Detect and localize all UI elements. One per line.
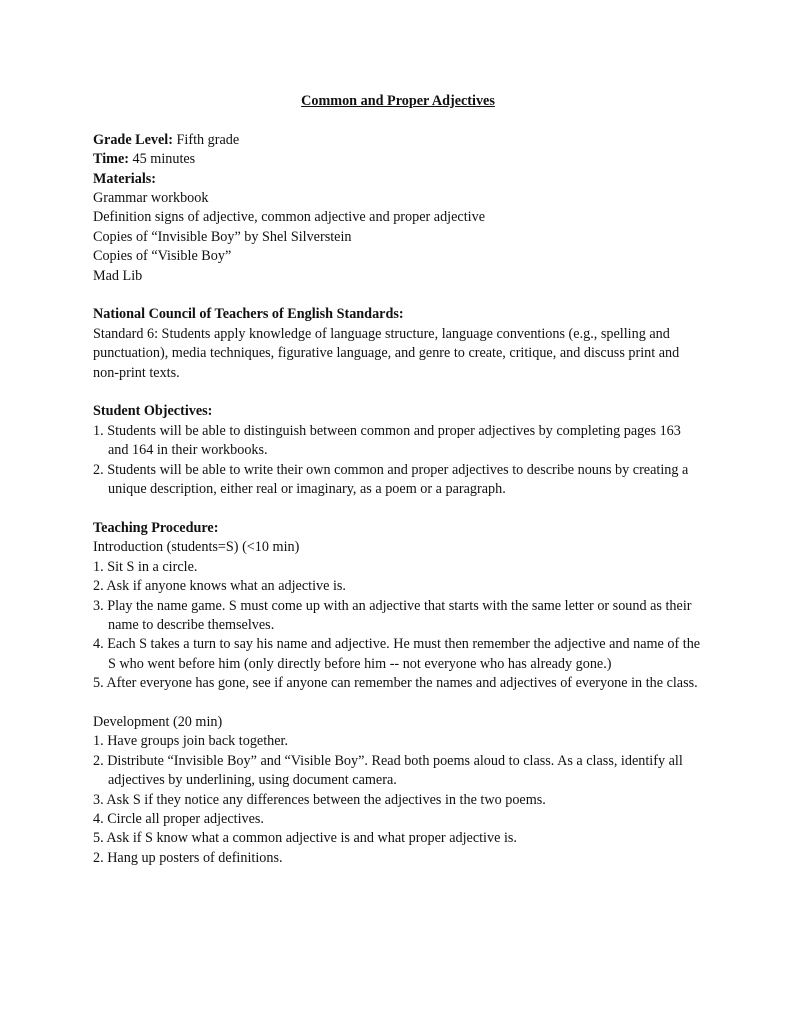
list-item [93,461,703,500]
introduction-title: Introduction (students=S) (<10 min) [93,539,300,556]
materials-item: Grammar workbook [93,190,209,207]
time-label: Time: [93,151,129,168]
standards-text: Standard 6: Students apply knowledge of language structure, language conventions (e.g., spelling and punctuation), media techniques, figurative language, and genre to create, critique, and discuss print and non-print texts. [93,325,680,381]
procedure-heading-text: Teaching Procedure: [93,519,219,536]
list-item [93,558,703,577]
materials-item: Copies of “Visible Boy” [93,248,232,265]
introduction-list [93,558,703,694]
item-text: Ask if S know what a common adjective is and what proper adjective is. [106,830,517,847]
materials-item: Copies of “Invisible Boy” by Shel Silverstein [93,228,352,245]
item-number: 5. [93,675,104,692]
materials-heading [93,170,703,189]
item-text: Ask if anyone knows what an adjective is. [106,578,346,595]
item-number: 2. [93,578,104,595]
section-spacer [93,499,703,518]
item-text: After everyone has gone, see if anyone can remember the names and adjectives of everyone in the class. [106,675,698,692]
item-text: Have groups join back together. [107,733,289,750]
item-number: 4. [93,810,104,827]
procedure-heading [93,519,703,538]
list-item [93,791,703,810]
development-list [93,732,703,868]
list-item [93,577,703,596]
list-item [93,849,703,868]
item-text: Ask S if they notice any differences between the adjectives in the two poems. [106,791,546,808]
document-title: Common and Proper Adjectives [301,93,495,109]
list-item [93,732,703,751]
item-number: 2. [93,752,104,769]
list-item [93,752,703,791]
objectives-heading [93,402,703,421]
item-text: Distribute “Invisible Boy” and “Visible Boy”. Read both poems aloud to class. As a class, identify all adjectives by underlining, using document camera. [107,752,683,789]
item-number: 1. [93,558,104,575]
materials-item: Definition signs of adjective, common adjective and proper adjective [93,209,485,226]
time-value: 45 minutes [132,151,196,168]
item-number: 2. [93,461,104,478]
item-number: 3. [93,791,104,808]
list-item [93,829,703,848]
materials-label: Materials: [93,170,157,187]
development-title: Development (20 min) [93,713,223,730]
item-number: 4. [93,636,104,653]
item-number: 3. [93,597,104,614]
objectives-list [93,422,703,500]
list-item [93,635,703,674]
item-number: 1. [93,422,104,439]
grade-level-label: Grade Level: [93,131,173,148]
item-text: Circle all proper adjectives. [107,810,264,827]
item-text: Students will be able to distinguish between common and proper adjectives by completing pages 163 and 164 in their workbooks. [107,422,681,459]
section-spacer [93,694,703,713]
item-text: Hang up posters of definitions. [107,849,283,866]
item-number: 2. [93,849,104,866]
time-line [93,150,703,169]
standards-heading-text: National Council of Teachers of English Standards: [93,306,404,323]
item-text: Students will be able to write their own common and proper adjectives to describe nouns by creating a unique description, either real or imaginary, as a poem or a paragraph. [107,461,689,498]
list-item [93,810,703,829]
standards-heading [93,305,703,324]
item-text: Play the name game. S must come up with an adjective that starts with the same letter or sound as their name to describe themselves. [107,597,692,633]
section-spacer [93,383,703,402]
item-number: 5. [93,830,104,847]
list-item [93,422,703,461]
materials-item: Mad Lib [93,267,143,284]
list-item [93,597,703,636]
grade-level-value: Fifth grade [176,131,240,148]
grade-level-line [93,131,703,150]
document-page [93,92,703,868]
list-item [93,674,703,693]
item-text: Sit S in a circle. [107,558,198,575]
section-spacer [93,286,703,305]
item-text: Each S takes a turn to say his name and adjective. He must then remember the adjective and name of the S who went before him (only directly before him -- not everyone who has already gone.) [107,636,701,672]
item-number: 1. [93,733,104,750]
objectives-heading-text: Student Objectives: [93,403,213,420]
